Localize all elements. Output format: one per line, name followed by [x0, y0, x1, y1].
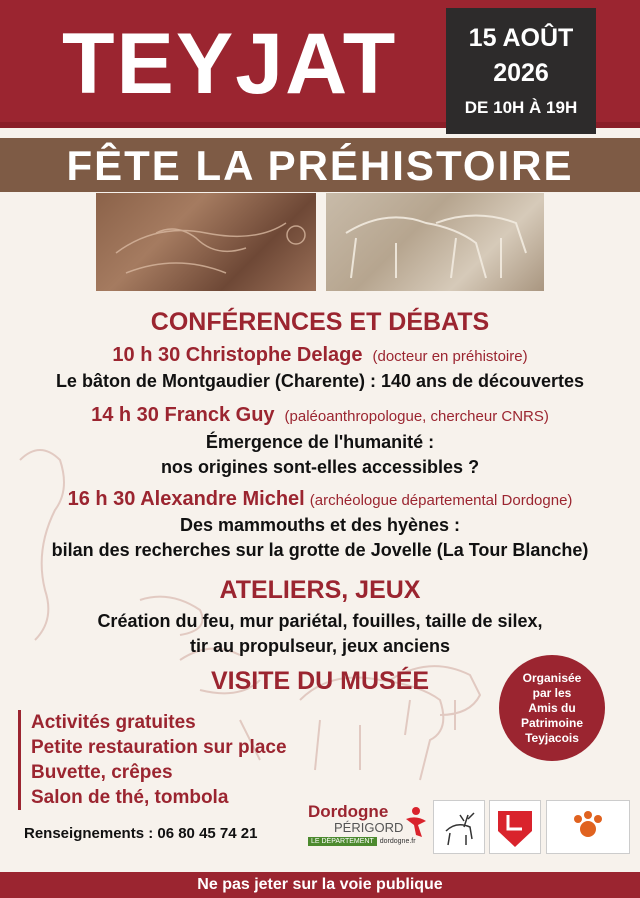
event-title: TEYJAT	[62, 16, 398, 112]
talk-2-title-line-1: Émergence de l'humanité :	[205, 432, 435, 452]
deer-logo	[433, 800, 485, 854]
paw-logo	[546, 800, 630, 854]
talk-3-title-line-1: Des mammouths et des hyènes :	[179, 515, 461, 535]
organiser-line: Organisée	[522, 670, 582, 685]
activities-list	[18, 710, 287, 810]
date-box	[446, 8, 596, 134]
talk-1-title: Le bâton de Montgaudier (Charente) : 140 ans de découvertes	[55, 371, 585, 391]
talk-2-header	[0, 404, 640, 427]
paw-icon	[547, 801, 629, 853]
talk-2-title-line-2: nos origines sont-elles accessibles ?	[160, 457, 480, 477]
talk-3-role: (archéologue départemental Dordogne)	[309, 492, 573, 509]
talk-2-role: (paléoanthropologue, chercheur CNRS)	[284, 408, 549, 425]
organiser-line: Teyjacois	[525, 730, 579, 745]
talk-3-time-speaker: 16 h 30 Alexandre Michel	[67, 488, 305, 510]
date-day: 15 AOÛT	[468, 24, 574, 52]
musee-heading: VISITE DU MUSÉE	[210, 667, 430, 695]
footer-text: Ne pas jeter sur la voie publique	[197, 876, 443, 893]
talk-1-header	[0, 344, 640, 367]
ateliers-line-2: tir au propulseur, jeux anciens	[189, 636, 451, 656]
talk-1-time-speaker: 10 h 30 Christophe Delage	[112, 344, 363, 366]
organiser-badge	[499, 655, 605, 761]
talk-2-time-speaker: 14 h 30 Franck Guy	[91, 404, 275, 426]
red-arrow-icon	[490, 801, 540, 853]
talk-3-header	[0, 488, 640, 511]
event-hours: DE 10H À 19H	[464, 98, 578, 117]
cave-engraving-photo-1	[96, 193, 316, 291]
activity-item: Petite restauration sur place	[31, 737, 287, 758]
ateliers-line-1: Création du feu, mur pariétal, fouilles, taille de silex,	[97, 611, 543, 631]
dordogne-figure-icon	[400, 805, 428, 839]
dordogne-logo-line-2: PÉRIGORD	[334, 820, 404, 835]
talk-1-role: (docteur en préhistoire)	[372, 348, 528, 365]
association-logo	[489, 800, 541, 854]
dordogne-logo-line-4: dordogne.fr	[379, 838, 416, 845]
cave-engraving-photo-2	[326, 193, 544, 291]
dordogne-logo-line-1: Dordogne	[308, 802, 389, 821]
date-year: 2026	[493, 59, 549, 87]
contact-info: Renseignements : 06 80 45 74 21	[24, 825, 258, 842]
organiser-line: Patrimoine	[520, 715, 583, 730]
activity-item: Salon de thé, tombola	[31, 787, 229, 808]
organiser-line: Amis du	[528, 700, 576, 715]
activity-item: Buvette, crêpes	[31, 762, 173, 783]
organiser-line: par les	[532, 685, 572, 700]
ateliers-heading: ATELIERS, JEUX	[219, 576, 421, 604]
deer-icon	[434, 801, 484, 853]
dordogne-logo	[308, 803, 428, 855]
event-subtitle: FÊTE LA PRÉHISTOIRE	[66, 142, 574, 189]
activity-item: Activités gratuites	[31, 712, 196, 733]
footer-band	[0, 872, 640, 898]
conferences-heading: CONFÉRENCES ET DÉBATS	[150, 308, 490, 336]
dordogne-logo-line-3: LE DÉPARTEMENT	[308, 837, 377, 846]
talk-3-title-line-2: bilan des recherches sur la grotte de Jovelle (La Tour Blanche)	[51, 540, 589, 560]
